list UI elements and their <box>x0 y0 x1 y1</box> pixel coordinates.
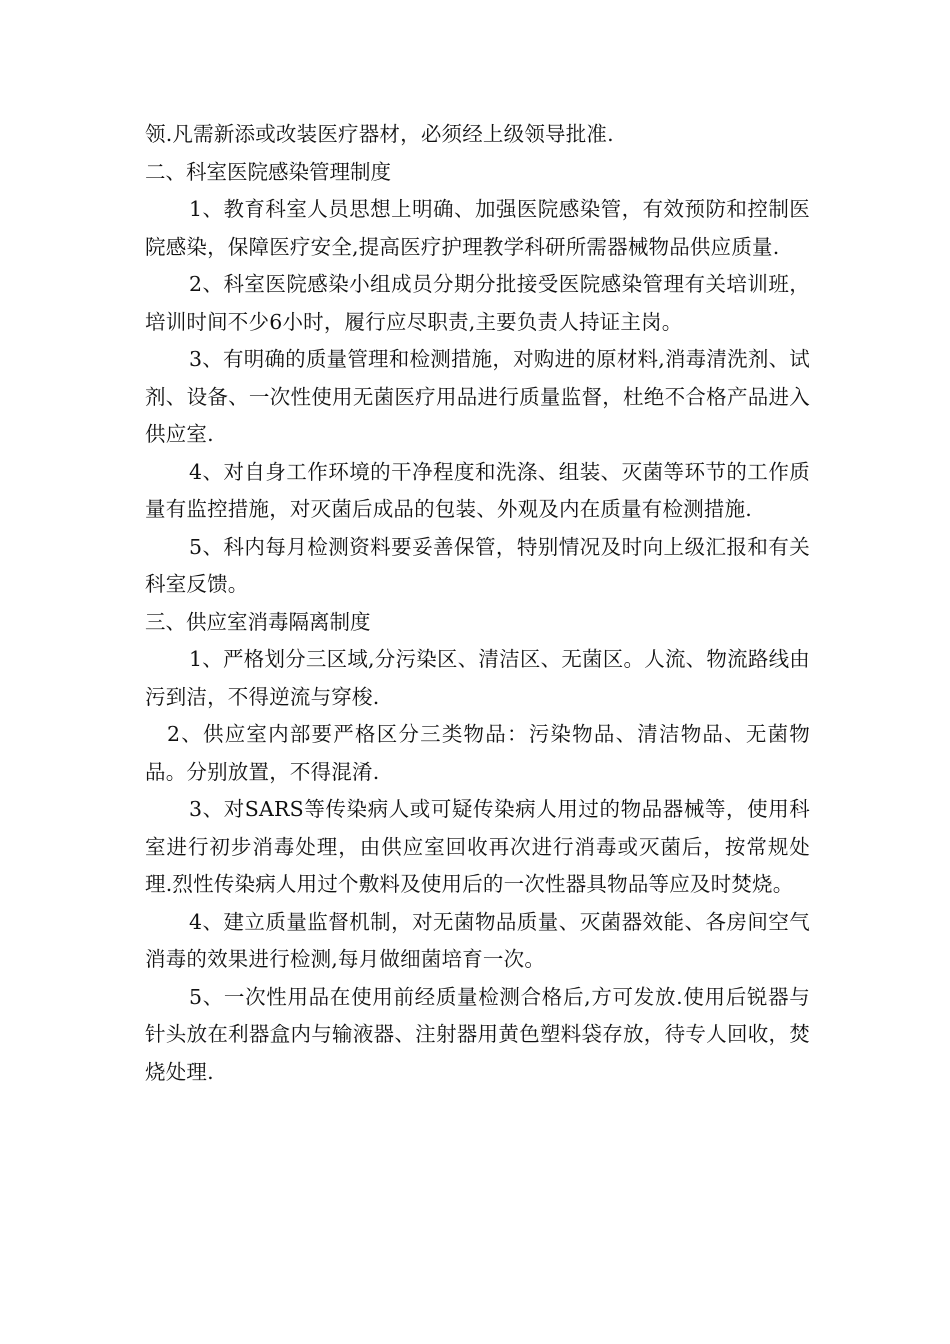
section-3-item-4: 4、建立质量监督机制，对无菌物品质量、灭菌器效能、各房间空气消毒的效果进行检测,每月做细菌培育一次。 <box>145 909 810 971</box>
document-page <box>145 116 810 1091</box>
section-3-item-3: 3、对SARS等传染病人或可疑传染病人用过的物品器械等，使用科室进行初步消毒处理，由供应室回收再次进行消毒或灭菌后，按常规处理.烈性传染病人用过个敷料及使用后的一次性器具物品等应及时焚烧。 <box>145 797 810 896</box>
section-3-item-1: 1、严格划分三区域,分污染区、清洁区、无菌区。人流、物流路线由污到洁，不得逆流与穿梭. <box>145 647 810 709</box>
section-2-item-2: 2、科室医院感染小组成员分期分批接受医院感染管理有关培训班，培训时间不少6小时，履行应尽职责,主要负责人持证主岗。 <box>145 272 810 334</box>
section-2-item-3: 3、有明确的质量管理和检测措施，对购进的原材料,消毒清洗剂、试剂、设备、一次性使用无菌医疗用品进行质量监督，杜绝不合格产品进入供应室. <box>145 347 810 446</box>
section-3-item-2: 2、供应室内部要严格区分三类物品：污染物品、清洁物品、无菌物品。分别放置，不得混淆. <box>145 722 810 784</box>
intro-paragraph: 领.凡需新添或改装医疗器材，必须经上级领导批准. <box>145 122 614 146</box>
section-3-title: 三、供应室消毒隔离制度 <box>145 609 371 634</box>
section-2-title: 二、科室医院感染管理制度 <box>145 159 391 184</box>
section-3-item-5: 5、一次性用品在使用前经质量检测合格后,方可发放.使用后锐器与针头放在利器盒内与输液器、注射器用黄色塑料袋存放，待专人回收，焚烧处理. <box>145 984 810 1084</box>
section-2-item-5: 5、科内每月检测资料要妥善保管，特别情况及时向上级汇报和有关科室反馈。 <box>145 534 810 596</box>
section-2-item-4: 4、对自身工作环境的干净程度和洗涤、组装、灭菌等环节的工作质量有监控措施，对灭菌后成品的包装、外观及内在质量有检测措施. <box>145 459 810 521</box>
section-2-item-1: 1、教育科室人员思想上明确、加强医院感染管，有效预防和控制医院感染，保障医疗安全,提高医疗护理教学科研所需器械物品供应质量. <box>145 197 810 259</box>
